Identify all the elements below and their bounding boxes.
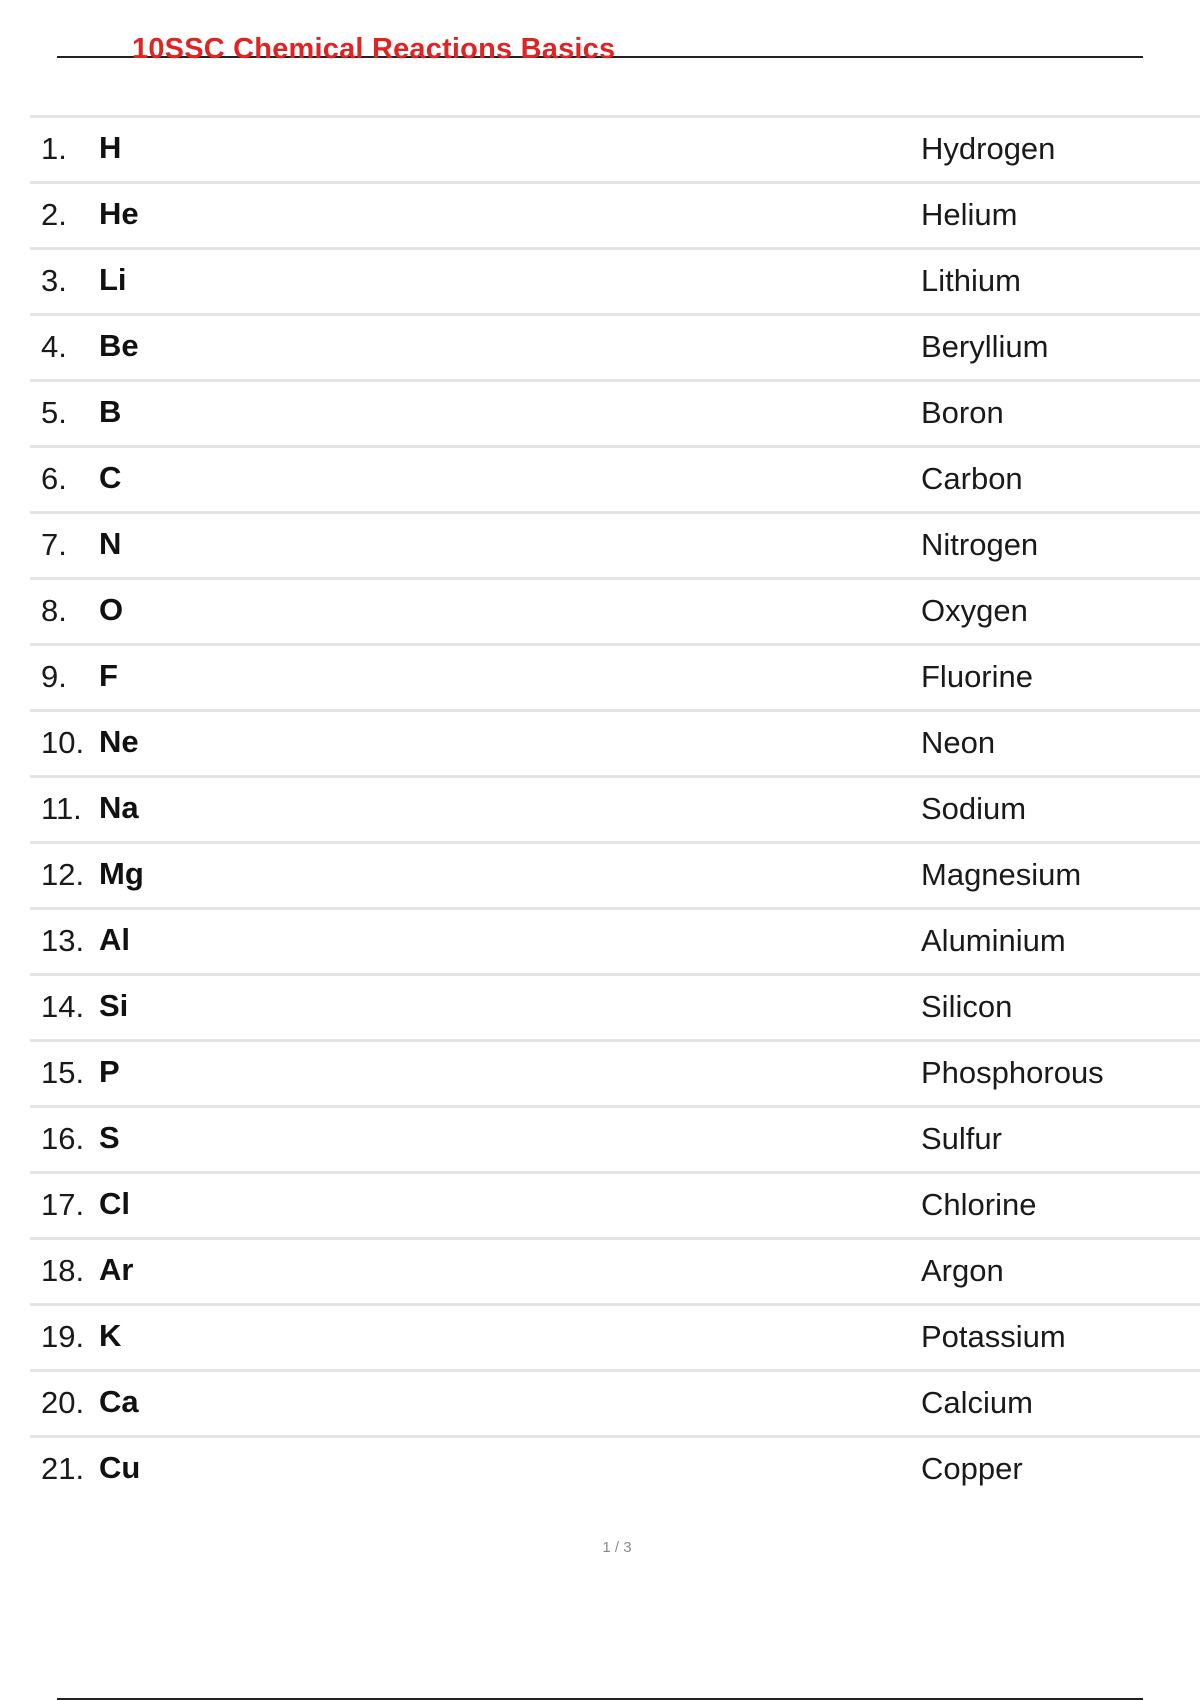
list-item xyxy=(30,379,1200,445)
document-title: 10SSC Chemical Reactions Basics xyxy=(132,33,616,65)
item-number: 16. xyxy=(41,1121,85,1156)
list-item xyxy=(30,1105,1200,1171)
element-symbol: C xyxy=(99,460,122,495)
list-item xyxy=(30,511,1200,577)
element-name: Carbon xyxy=(921,461,1023,496)
element-symbol: Ne xyxy=(99,724,139,759)
list-item xyxy=(30,445,1200,511)
element-name: Copper xyxy=(921,1451,1023,1486)
element-symbol: Cl xyxy=(99,1186,130,1221)
element-symbol: He xyxy=(99,196,139,231)
element-name: Neon xyxy=(921,725,996,760)
element-name: Fluorine xyxy=(921,659,1033,694)
element-name: Lithium xyxy=(921,263,1021,298)
list-item xyxy=(30,1303,1200,1369)
list-item xyxy=(30,907,1200,973)
element-name: Phosphorous xyxy=(921,1055,1104,1090)
item-number: 8. xyxy=(41,593,67,628)
element-symbol: Be xyxy=(99,328,139,363)
element-name: Silicon xyxy=(921,989,1013,1024)
page-indicator: 1 / 3 xyxy=(602,1539,632,1556)
element-symbol: H xyxy=(99,130,122,165)
element-symbol: N xyxy=(99,526,122,561)
item-number: 3. xyxy=(41,263,67,298)
list-item xyxy=(30,247,1200,313)
item-number: 1. xyxy=(41,131,67,166)
list-item xyxy=(30,709,1200,775)
element-symbol: F xyxy=(99,658,118,693)
item-number: 9. xyxy=(41,659,67,694)
item-number: 6. xyxy=(41,461,67,496)
element-name: Nitrogen xyxy=(921,527,1039,562)
item-number: 5. xyxy=(41,395,67,430)
element-symbol: Mg xyxy=(99,856,144,891)
item-number: 19. xyxy=(41,1319,85,1354)
element-name: Magnesium xyxy=(921,857,1082,892)
element-name: Oxygen xyxy=(921,593,1028,628)
list-item xyxy=(30,181,1200,247)
element-name: Helium xyxy=(921,197,1018,232)
element-symbol: Na xyxy=(99,790,139,825)
element-name: Calcium xyxy=(921,1385,1033,1420)
element-symbol: Ar xyxy=(99,1252,134,1287)
item-number: 2. xyxy=(41,197,67,232)
element-symbol: Si xyxy=(99,988,129,1023)
item-number: 12. xyxy=(41,857,85,892)
item-number: 7. xyxy=(41,527,67,562)
element-symbol: K xyxy=(99,1318,122,1353)
element-name: Aluminium xyxy=(921,923,1066,958)
list-item xyxy=(30,1039,1200,1105)
list-item xyxy=(30,1171,1200,1237)
element-name: Potassium xyxy=(921,1319,1066,1354)
list-item xyxy=(30,577,1200,643)
element-name: Sulfur xyxy=(921,1121,1002,1156)
element-symbol: Li xyxy=(99,262,127,297)
item-number: 4. xyxy=(41,329,67,364)
element-name: Beryllium xyxy=(921,329,1049,364)
list-item xyxy=(30,841,1200,907)
element-list xyxy=(30,115,1200,1501)
list-item xyxy=(30,643,1200,709)
item-number: 20. xyxy=(41,1385,85,1420)
item-number: 18. xyxy=(41,1253,85,1288)
list-item xyxy=(30,1369,1200,1435)
element-symbol: S xyxy=(99,1120,120,1155)
item-number: 21. xyxy=(41,1451,85,1486)
item-number: 10. xyxy=(41,725,85,760)
element-symbol: Cu xyxy=(99,1450,141,1485)
item-number: 15. xyxy=(41,1055,85,1090)
element-name: Argon xyxy=(921,1253,1004,1288)
list-item xyxy=(30,313,1200,379)
list-item xyxy=(30,973,1200,1039)
element-symbol: Ca xyxy=(99,1384,139,1419)
element-name: Hydrogen xyxy=(921,131,1056,166)
element-symbol: B xyxy=(99,394,122,429)
list-item xyxy=(30,775,1200,841)
item-number: 17. xyxy=(41,1187,85,1222)
list-item xyxy=(30,1237,1200,1303)
element-symbol: Al xyxy=(99,922,130,957)
element-name: Boron xyxy=(921,395,1004,430)
element-symbol: O xyxy=(99,592,124,627)
element-symbol: P xyxy=(99,1054,120,1089)
list-item xyxy=(30,1435,1200,1501)
element-name: Chlorine xyxy=(921,1187,1037,1222)
item-number: 11. xyxy=(41,791,82,826)
list-item xyxy=(30,115,1200,181)
item-number: 14. xyxy=(41,989,85,1024)
item-number: 13. xyxy=(41,923,85,958)
element-name: Sodium xyxy=(921,791,1027,826)
